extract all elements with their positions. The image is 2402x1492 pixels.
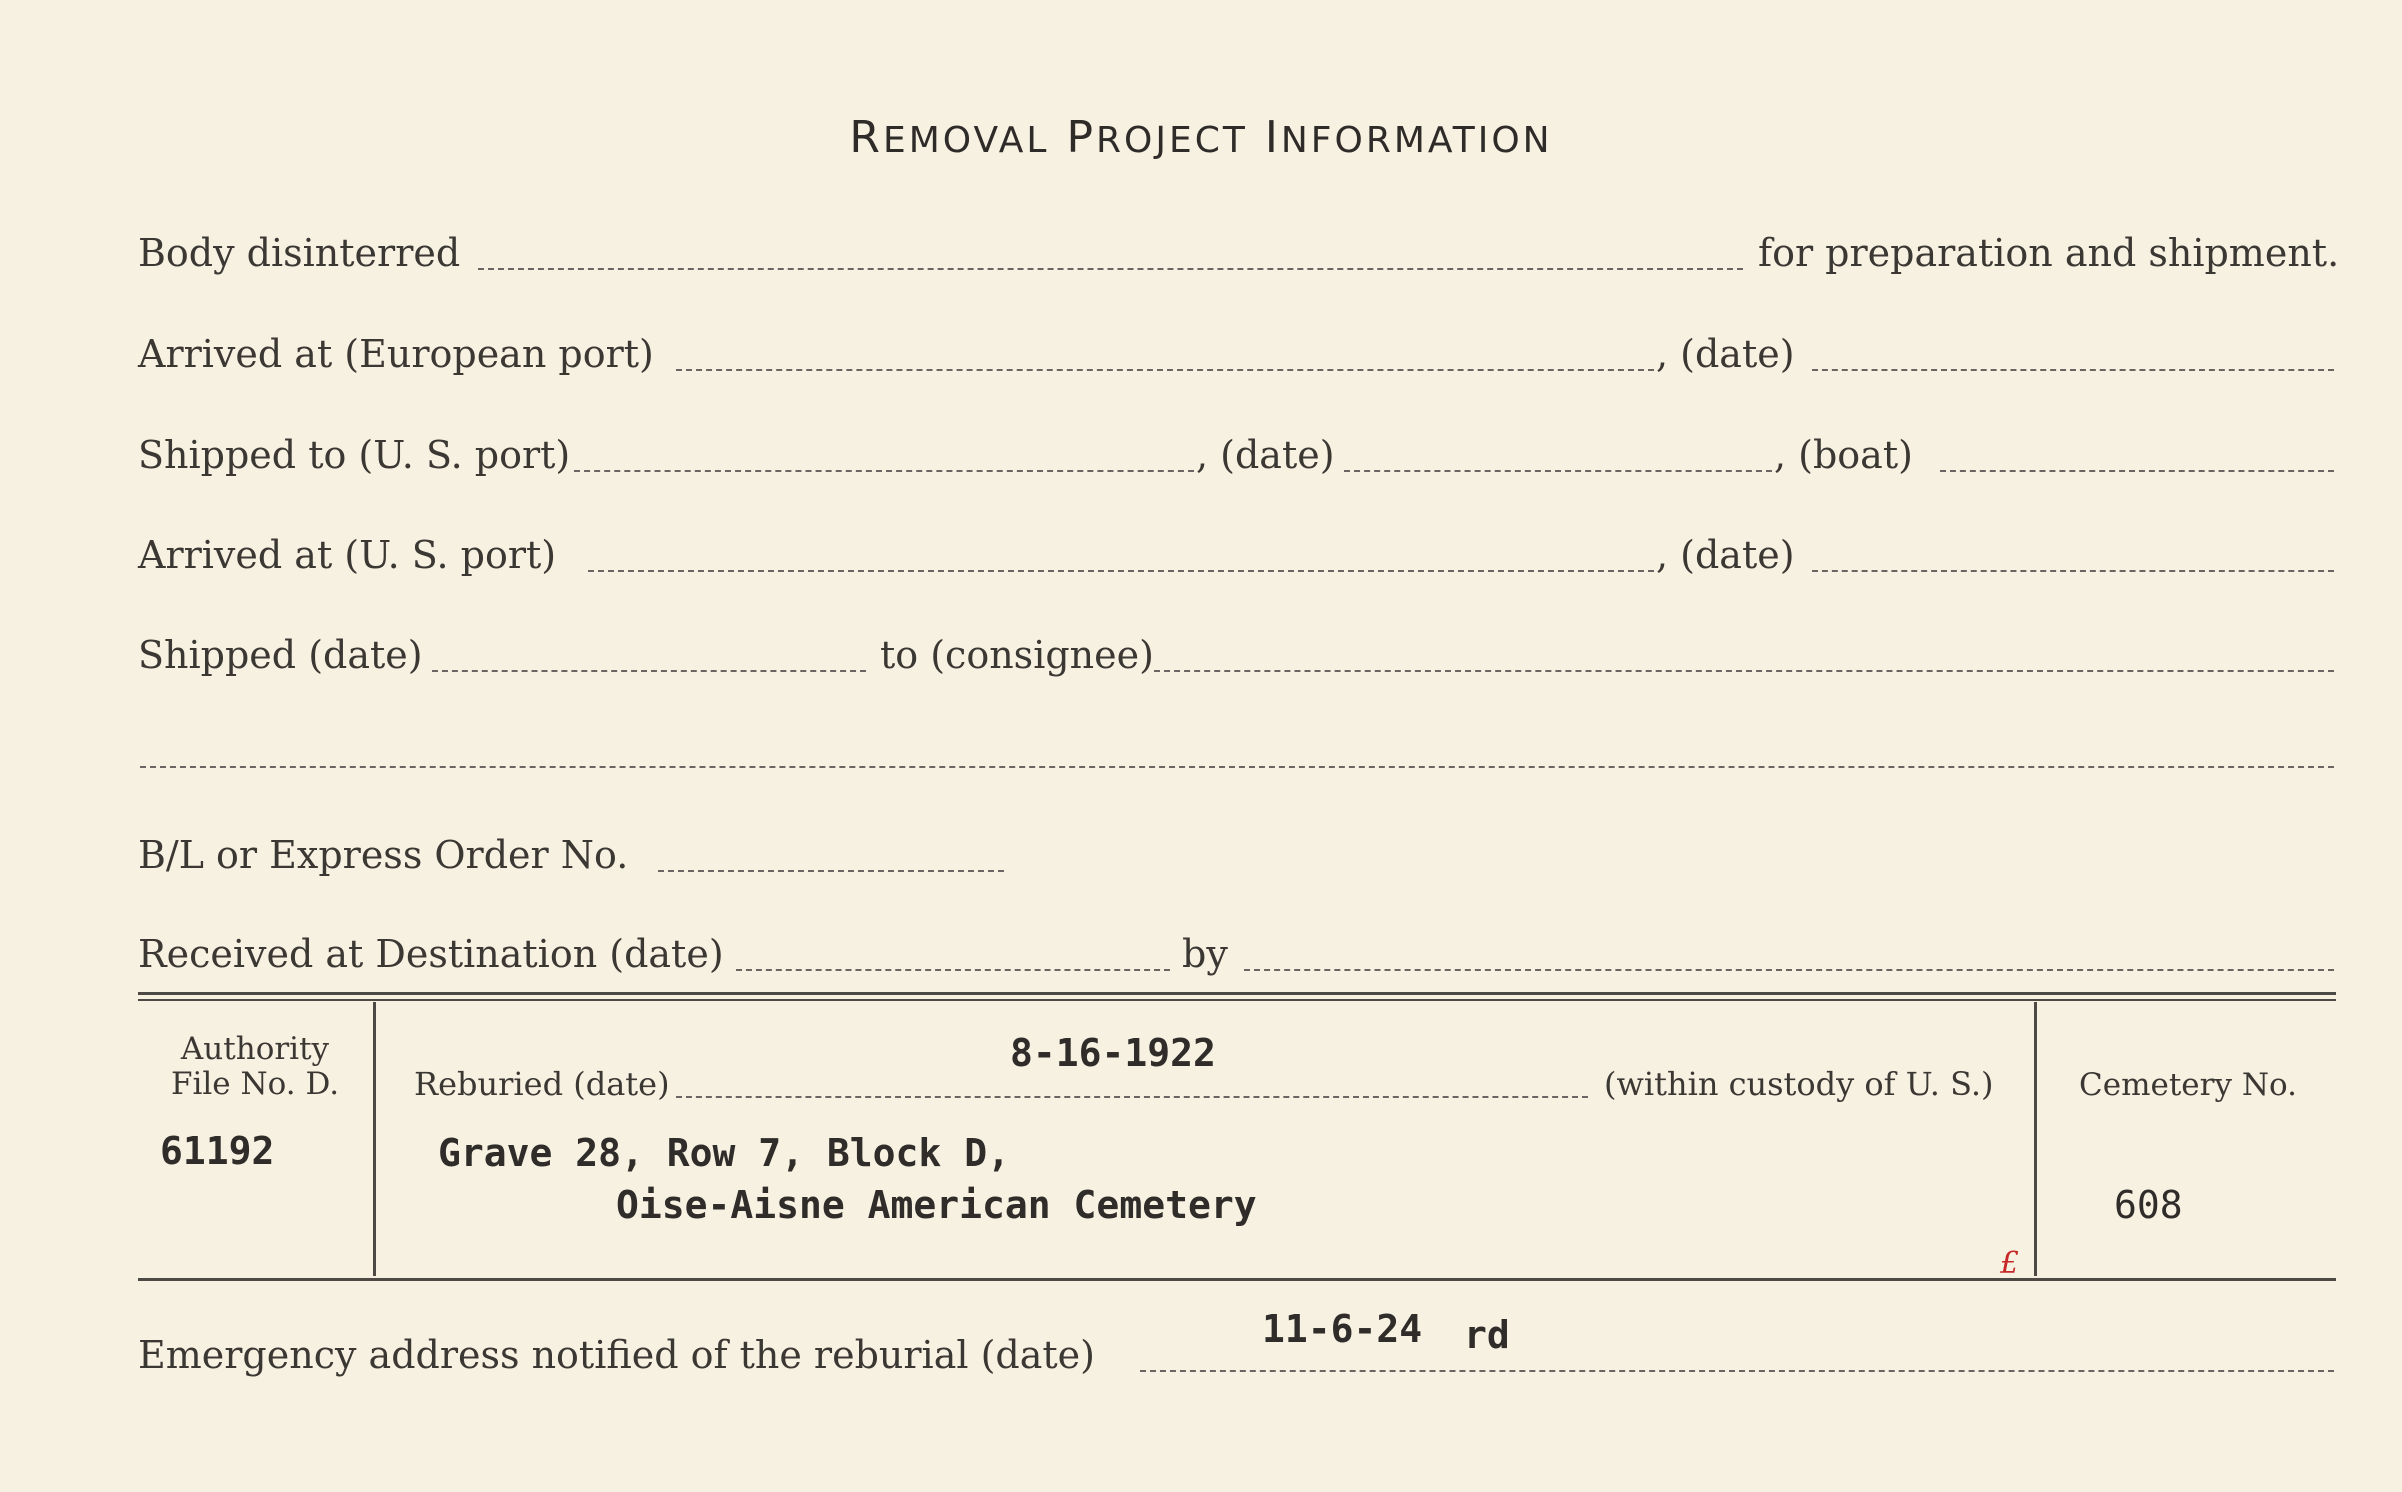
emergency-initials: rd	[1464, 1313, 1510, 1357]
emergency-date-value: 11-6-24	[1262, 1307, 1423, 1351]
grave-location-line1: Grave 28, Row 7, Block D,	[438, 1131, 1010, 1175]
authority-file-label: Authority File No. D.	[170, 1031, 340, 1103]
red-mark: £	[2000, 1246, 2020, 1281]
european-date-field[interactable]	[1812, 369, 2334, 371]
cemetery-number-label: Cemetery No.	[2079, 1067, 2297, 1103]
shipped-date-label: , (date)	[1196, 433, 1335, 477]
boat-field[interactable]	[1940, 470, 2334, 472]
consignee-field[interactable]	[1154, 670, 2334, 672]
arrived-us-port-label: Arrived at (U. S. port)	[138, 533, 557, 577]
consignee-label: to (consignee)	[880, 633, 1154, 677]
shipped-date-row-field[interactable]	[432, 670, 866, 672]
authority-file-number: 61192	[160, 1129, 275, 1173]
received-destination-field[interactable]	[736, 969, 1170, 971]
received-destination-label: Received at Destination (date)	[138, 932, 724, 976]
body-disinterred-label: Body disinterred	[138, 231, 461, 275]
shipped-us-port-label: Shipped to (U. S. port)	[138, 433, 571, 477]
us-port-field[interactable]	[574, 470, 1194, 472]
cemetery-number-value: 608	[2114, 1183, 2183, 1227]
bl-express-field[interactable]	[658, 870, 1004, 872]
boat-label: , (boat)	[1774, 433, 1913, 477]
arrived-us-port-field[interactable]	[588, 570, 1654, 572]
card-title: REMOVAL PROJECT INFORMATION	[849, 112, 1553, 163]
reburied-date-value: 8-16-1922	[1010, 1031, 1216, 1075]
emergency-address-label: Emergency address notified of the reburial (date)	[138, 1333, 1095, 1377]
grave-location-line2: Oise-Aisne American Cemetery	[616, 1183, 1257, 1227]
shipped-date-field[interactable]	[1344, 470, 1772, 472]
box-divider-left	[373, 1002, 376, 1276]
consignee-continuation-field[interactable]	[140, 766, 2334, 768]
box-top-rule-inner	[138, 999, 2336, 1001]
preparation-shipment-label: for preparation and shipment.	[1758, 231, 2340, 275]
custody-label: (within custody of U. S.)	[1604, 1065, 1994, 1103]
reburied-date-field[interactable]	[676, 1096, 1588, 1098]
european-port-field[interactable]	[676, 369, 1654, 371]
body-disinterred-field[interactable]	[478, 268, 1743, 270]
box-divider-right	[2034, 1002, 2037, 1276]
received-by-label: by	[1182, 932, 1228, 976]
bl-express-label: B/L or Express Order No.	[138, 833, 629, 877]
arrived-us-date-label: , (date)	[1656, 533, 1795, 577]
arrived-us-date-field[interactable]	[1812, 570, 2334, 572]
reburied-date-label: Reburied (date)	[414, 1065, 670, 1103]
european-date-label: , (date)	[1656, 332, 1795, 376]
shipped-date-row-label: Shipped (date)	[138, 633, 423, 677]
emergency-date-field[interactable]	[1140, 1370, 2334, 1372]
box-top-rule	[138, 992, 2336, 995]
arrived-european-port-label: Arrived at (European port)	[138, 332, 654, 376]
received-by-field[interactable]	[1244, 969, 2334, 971]
